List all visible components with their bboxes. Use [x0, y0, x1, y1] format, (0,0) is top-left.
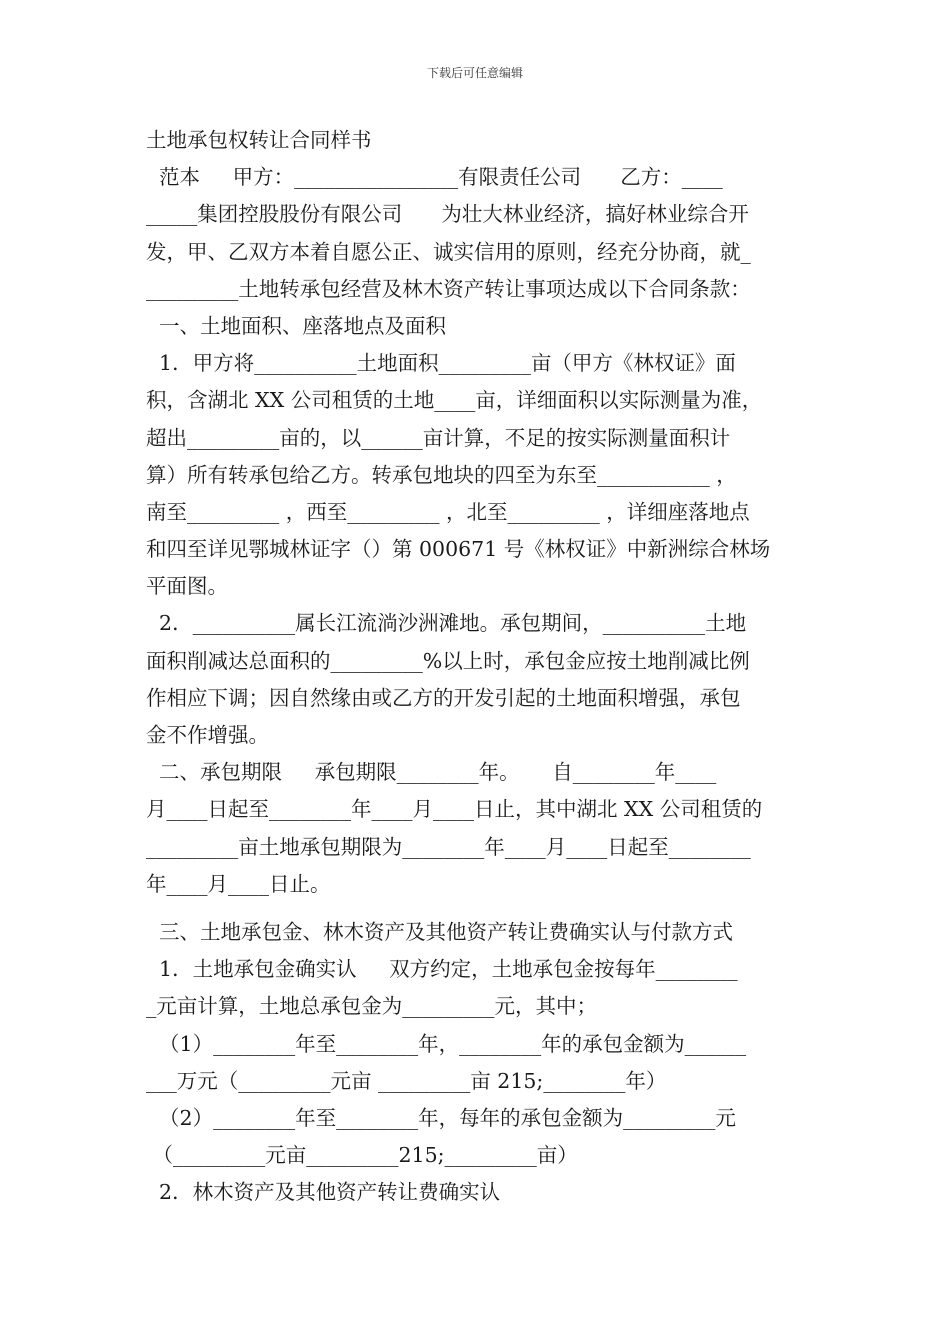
preamble-line: _____集团控股股份有限公司 为壮大林业经济，搞好林业综合开 [146, 202, 749, 227]
clause-line: （_________元亩_________215;_________亩） [146, 1143, 578, 1168]
clause-line: 平面图。 [146, 574, 228, 599]
clause-line: 1．土地承包金确实认 双方约定，土地承包金按每年________ [146, 957, 738, 982]
clause-line: 金不作增强。 [146, 723, 269, 747]
preamble-line: 发，甲、乙双方本着自愿公正、诚实信用的原则，经充分协商，就_ [146, 239, 751, 264]
clause-line: _元亩计算，土地总承包金为_________元，其中； [146, 994, 597, 1019]
clause-line: 南至_________ ，西至_________ ，北至_________ ，详细座落地点 [146, 499, 750, 524]
preamble-line: 范本 甲方：________________有限责任公司 乙方：____ [146, 165, 723, 190]
document-title: 土地承包权转让合同样书 [146, 128, 372, 152]
clause-line: 2．林木资产及其他资产转让费确实认 [146, 1180, 501, 1205]
clause-line: 积，含湖北 XX 公司租赁的土地____亩，详细面积以实际测量为准， [146, 388, 763, 413]
clause-line: （1）________年至________年，________年的承包金额为______ [146, 1031, 747, 1056]
clause-line: （2）________年至________年，每年的承包金额为_________元 [146, 1105, 736, 1130]
section-heading: 三、土地承包金、林木资产及其他资产转让费确实认与付款方式 [146, 919, 734, 944]
clause-line: _________亩土地承包期限为________年____月____日起至________ [146, 834, 751, 859]
clause-line: 月____日起至________年____月____日止，其中湖北 XX 公司租赁的 [146, 797, 763, 822]
clause-line: 作相应下调；因自然缘由或乙方的开发引起的土地面积增强，承包 [146, 685, 741, 710]
clause-line: 面积削减达总面积的_________%以上时，承包金应按土地削减比例 [146, 648, 750, 673]
clause-line: 年____月____日止。 [146, 871, 331, 896]
section-heading: 一、土地面积、座落地点及面积 [146, 313, 447, 338]
clause-line: 超出_________亩的，以______亩计算，不足的按实际测量面积计 [146, 425, 731, 450]
clause-line: 1．甲方将__________土地面积_________亩（甲方《林权证》面 [146, 351, 736, 376]
section-heading: 二、承包期限 承包期限________年。 自________年____ [146, 760, 717, 785]
preamble-line: _________土地转承包经营及林木资产转让事项达成以下合同条款： [146, 276, 751, 301]
clause-line: ___万元（_________元亩 _________亩 215;________年） [146, 1068, 667, 1093]
clause-line: 和四至详见鄂城林证字（）第 000671 号《林权证》中新洲综合林场 [146, 537, 771, 562]
page-header: 下载后可任意编辑 [426, 66, 523, 80]
clause-line: 算）所有转承包给乙方。转承包地块的四至为东至___________ ， [146, 462, 737, 487]
clause-line: 2．__________属长江流淌沙洲滩地。承包期间，__________土地 [146, 611, 747, 636]
contract-body [146, 122, 808, 1211]
